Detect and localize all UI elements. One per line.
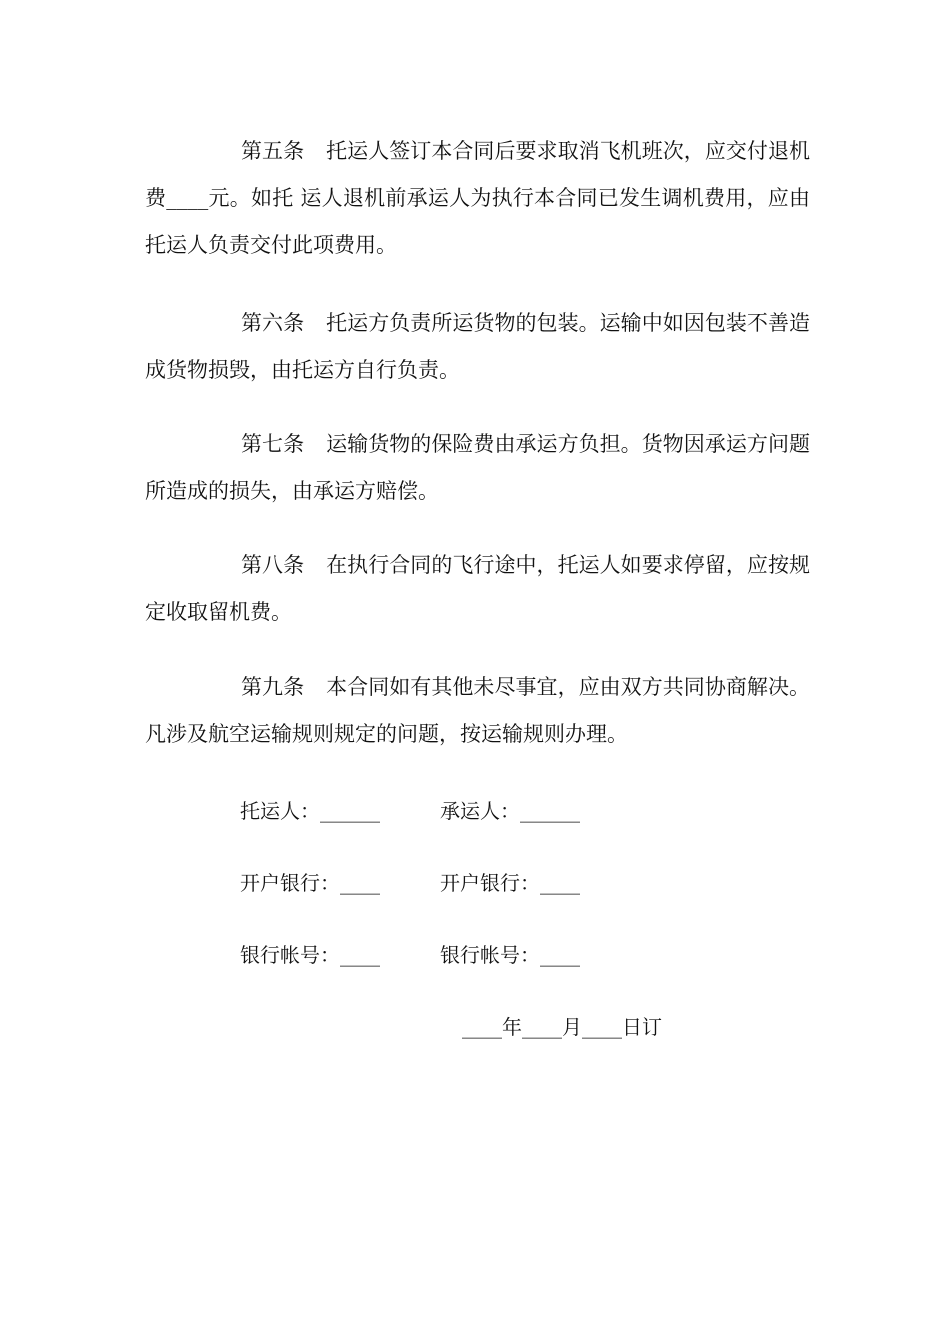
article-9 (145, 664, 810, 758)
carrier-bank-field: 开户银行：____ (440, 871, 580, 895)
article-text: 托运方负责所运货物的包装。运输中如因包装不善造成货物损毁，由托运方自行负责。 (145, 311, 811, 382)
article-6 (145, 300, 810, 394)
signing-date: ____年____月____日订 (462, 1015, 662, 1039)
shipper-bank-field: 开户银行：____ (240, 871, 380, 895)
article-8 (145, 542, 810, 636)
article-number: 第九条 (241, 675, 305, 699)
article-text: 托运人签订本合同后要求取消飞机班次，应交付退机费____元。如托 运人退机前承运人为执行本合同已发生调机费用，应由托运人负责交付此项费用。 (145, 139, 811, 257)
article-7 (145, 421, 810, 515)
carrier-field: 承运人：______ (440, 799, 580, 823)
article-number: 第六条 (241, 311, 305, 335)
shipper-field: 托运人：______ (240, 799, 380, 823)
carrier-account-field: 银行帐号：____ (440, 943, 580, 967)
article-text: 在执行合同的飞行途中，托运人如要求停留，应按规定收取留机费。 (145, 553, 811, 624)
shipper-account-field: 银行帐号：____ (240, 943, 380, 967)
article-text: 本合同如有其他未尽事宜，应由双方共同协商解决。凡涉及航空运输规则规定的问题，按运输规则办理。 (145, 675, 811, 746)
article-text: 运输货物的保险费由承运方负担。货物因承运方问题所造成的损失，由承运方赔偿。 (145, 432, 811, 503)
article-number: 第七条 (241, 432, 305, 456)
article-number: 第五条 (241, 139, 305, 163)
article-5 (145, 128, 810, 269)
article-number: 第八条 (241, 553, 305, 577)
